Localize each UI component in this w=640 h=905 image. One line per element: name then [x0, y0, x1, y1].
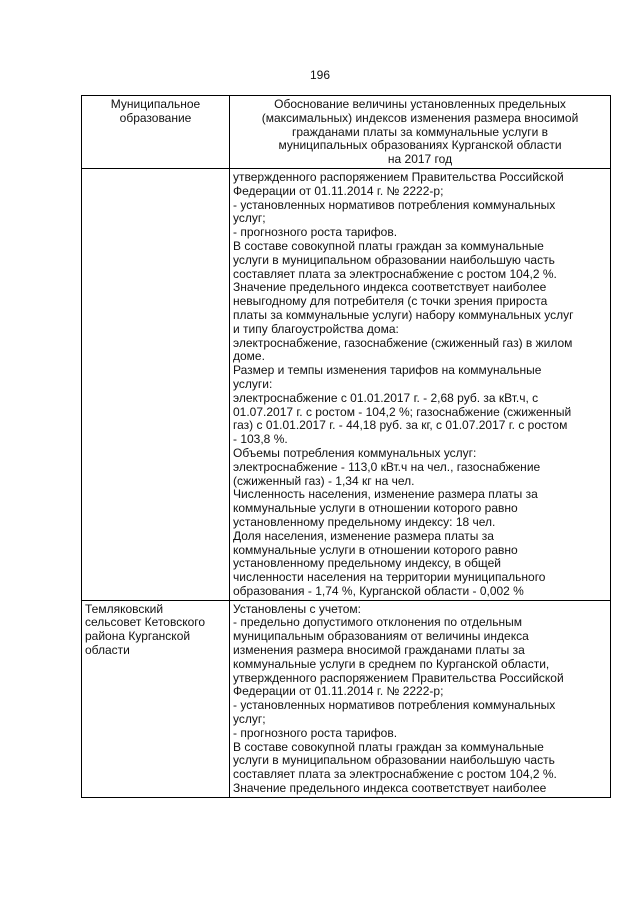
text-line: - 103,8 %.: [233, 432, 288, 447]
text-line: В составе совокупной платы граждан за коммунальные: [233, 739, 544, 754]
text-line: утвержденного распоряжением Правительства Российской: [233, 670, 564, 685]
municipality-cell: [82, 600, 230, 797]
text-line: Федерации от 01.11.2014 г. № 2222-р;: [233, 183, 444, 198]
text-line: - прогнозного роста тарифов.: [233, 225, 398, 240]
municipality-line: области: [85, 643, 130, 658]
text-line: электроснабжение - 113,0 кВт.ч на чел., газоснабжение: [233, 459, 541, 474]
text-line: 01.07.2017 г. с ростом - 104,2 %; газоснабжение (сжиженный: [233, 404, 572, 419]
text-line: Численность населения, изменение размера платы за: [233, 487, 538, 502]
text-line: Объемы потребления коммунальных услуг:: [233, 445, 477, 460]
text-line: - прогнозного роста тарифов.: [233, 725, 398, 740]
text-line: составляет плата за электроснабжение с ростом 104,2 %.: [233, 767, 557, 782]
text-line: электроснабжение, газоснабжение (сжиженный газ) в жилом: [233, 335, 573, 350]
page-number: 196: [309, 68, 331, 82]
header-line: на 2017 год: [387, 152, 453, 167]
municipality-line: района Курганской: [85, 629, 191, 644]
justification-cell: [230, 600, 611, 797]
text-line: (сжиженный газ) - 1,34 кг на чел.: [233, 473, 415, 488]
header-municipality: [82, 96, 230, 169]
text-line: установленному предельному индексу: 18 чел.: [233, 514, 496, 529]
text-line: установленному предельному индексу, в общей: [233, 556, 501, 571]
header-line: гражданами платы за коммунальные услуги в: [291, 124, 549, 139]
header-line: образование: [119, 110, 192, 125]
text-line: коммунальные услуги в отношении которого равно: [233, 501, 518, 516]
tariff-justification-table: [81, 95, 611, 798]
text-line: образования - 1,74 %, Курганской области - 0,002 %: [233, 583, 524, 598]
text-line: Значение предельного индекса соответствует наиболее: [233, 280, 547, 295]
text-line: Федерации от 01.11.2014 г. № 2222-р;: [233, 684, 444, 699]
text-line: коммунальные услуги в среднем по Курганской области,: [233, 656, 550, 671]
text-line: утвержденного распоряжением Правительства Российской: [233, 169, 564, 184]
text-line: электроснабжение с 01.01.2017 г. - 2,68 руб. за кВт.ч, с: [233, 390, 539, 405]
text-line: - установленных нормативов потребления коммунальных: [233, 698, 556, 713]
table-row: [82, 168, 611, 600]
text-line: муниципальным образованиям от величины индекса: [233, 629, 529, 644]
text-line: невыгодному для потребителя (с точки зрения прироста: [233, 294, 548, 309]
text-line: В составе совокупной платы граждан за коммунальные: [233, 238, 544, 253]
text-line: составляет плата за электроснабжение с ростом 104,2 %.: [233, 266, 557, 281]
text-line: услуг;: [233, 712, 266, 727]
text-line: доме.: [233, 349, 265, 364]
header-line: (максимальных) индексов изменения размера вносимой: [261, 110, 579, 125]
header-line: Обоснование величины установленных предельных: [274, 97, 566, 111]
municipality-line: Темляковский: [85, 601, 164, 616]
text-line: газ) с 01.01.2017 г. - 44,18 руб. за кг, с 01.07.2017 г. с ростом: [233, 418, 568, 433]
justification-cell: [230, 168, 611, 600]
text-line: Размер и темпы изменения тарифов на коммунальные: [233, 363, 542, 378]
text-line: платы за коммунальные услуги) набору коммунальных услуг: [233, 307, 574, 322]
text-line: услуги в муниципальном образовании наибольшую часть: [233, 252, 555, 267]
text-line: изменения размера вносимой гражданами платы за: [233, 643, 525, 658]
text-line: услуг;: [233, 211, 266, 226]
text-line: - предельно допустимого отклонения по отдельным: [233, 615, 522, 630]
text-line: услуги:: [233, 376, 273, 391]
text-line: Доля населения, изменение размера платы за: [233, 528, 494, 543]
table-header-row: [82, 96, 611, 169]
text-line: коммунальные услуги в отношении которого равно: [233, 542, 518, 557]
text-line: и типу благоустройства дома:: [233, 321, 399, 336]
text-line: Значение предельного индекса соответствует наиболее: [233, 781, 547, 796]
text-line: численности населения на территории муниципального: [233, 570, 546, 585]
header-line: муниципальных образованиях Курганской области: [278, 138, 562, 153]
header-justification: [230, 96, 611, 169]
text-line: - установленных нормативов потребления коммунальных: [233, 197, 556, 212]
table-row: [82, 600, 611, 797]
header-line: Муниципальное: [110, 97, 201, 111]
municipality-cell: [82, 168, 230, 600]
municipality-line: сельсовет Кетовского: [85, 615, 206, 630]
text-line: услуги в муниципальном образовании наибольшую часть: [233, 753, 555, 768]
text-line: Установлены с учетом:: [233, 601, 361, 616]
